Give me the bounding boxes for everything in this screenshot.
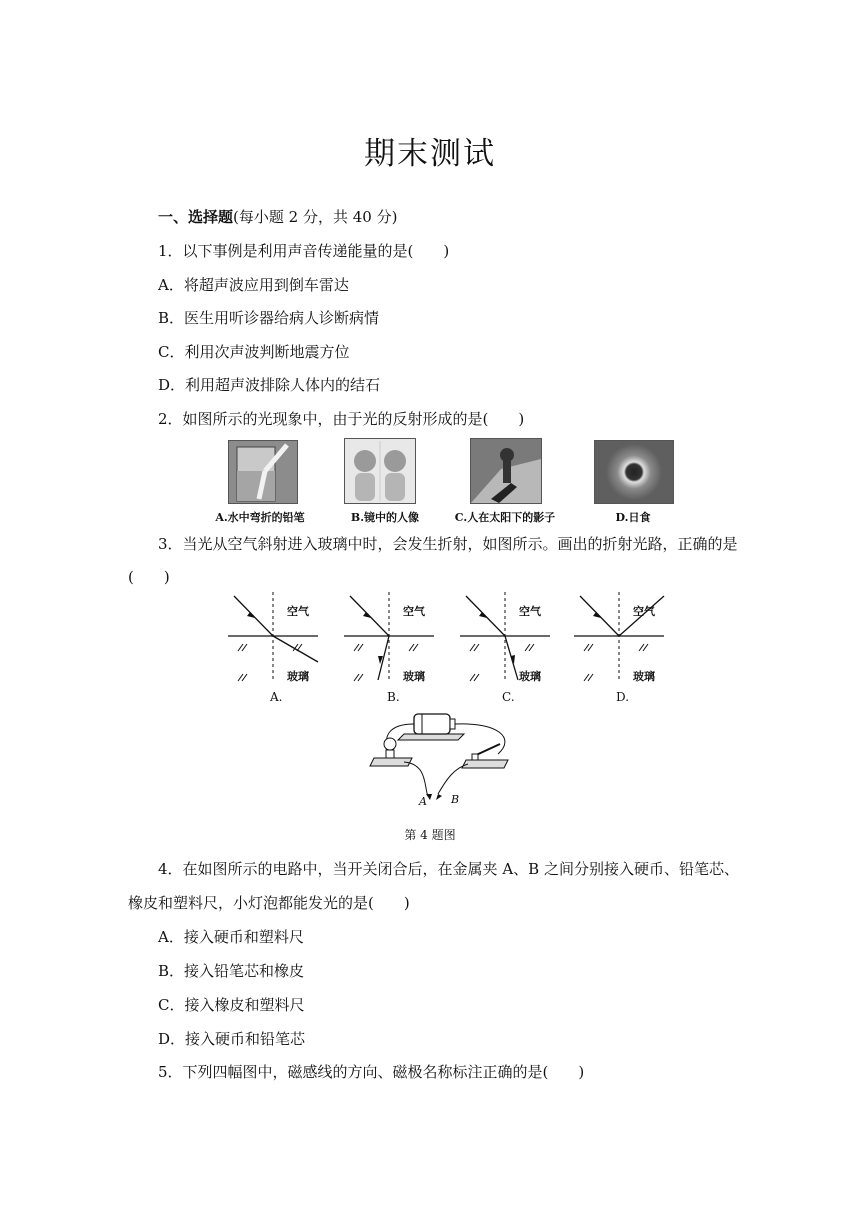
q5-stem: 5．下列四幅图中，磁感线的方向、磁极名称标注正确的是( ) [158,1063,585,1081]
q2-caption-d: D.日食 [615,511,651,524]
circuit-figure [368,708,520,808]
diagram-d-air-label: 空气 [633,605,655,618]
q4-option-a: A．接入硬币和塑料尺 [158,928,304,946]
section-heading [158,206,397,227]
diagram-b-air-label: 空气 [403,605,425,618]
photo-mirror-image [344,438,416,504]
diagram-b-glass-label: 玻璃 [403,670,425,683]
clip-a-label: A [419,795,427,808]
q3-stem-line1: 3．当光从空气斜射进入玻璃中时，会发生折射，如图所示。画出的折射光路，正确的是 [158,535,738,553]
diagram-a-air-label: 空气 [287,605,309,618]
diagram-c-air-label: 空气 [519,605,541,618]
q4-stem-line1: 4．在如图所示的电路中，当开关闭合后，在金属夹 A、B 之间分别接入硬币、铅笔芯、 [158,860,739,878]
diagram-b-label: B. [387,690,400,704]
q1-option-b: B．医生用听诊器给病人诊断病情 [158,309,380,327]
diagram-a-glass-label: 玻璃 [287,670,309,683]
q1-option-d: D．利用超声波排除人体内的结石 [158,376,381,394]
clip-b-label: B [451,793,460,806]
diagram-c-glass-label: 玻璃 [519,670,541,683]
q1-stem: 1．以下事例是利用声音传递能量的是( ) [158,242,450,260]
diagram-a-label: A. [270,690,283,704]
q2-caption-a: A.水中弯折的铅笔 [215,511,305,524]
section-heading-label: 一、选择题 [158,208,234,226]
q4-stem-line2: 橡皮和塑料尺，小灯泡都能发光的是( ) [128,894,410,912]
q2-caption-b: B.镜中的人像 [350,511,420,524]
page-title: 期末测试 [364,136,496,172]
q2-stem: 2．如图所示的光现象中，由于光的反射形成的是( ) [158,410,525,428]
q1-option-c: C．利用次声波判断地震方位 [158,343,350,361]
photo-solar-eclipse [594,440,674,504]
diagram-d-glass-label: 玻璃 [633,670,655,683]
q3-stem-line2: ( ) [128,568,170,586]
q4-option-c: C．接入橡皮和塑料尺 [158,996,305,1014]
q4-option-d: D．接入硬币和铅笔芯 [158,1030,306,1048]
q4-option-b: B．接入铅笔芯和橡皮 [158,962,305,980]
photo-bent-pencil [228,440,298,504]
section-heading-note: (每小题 2 分，共 40 分) [233,208,398,226]
diagram-d-label: D. [616,690,630,704]
q1-option-a: A．将超声波应用到倒车雷达 [158,276,349,294]
diagram-c-label: C. [502,690,515,704]
q2-caption-c: C.人在太阳下的影子 [454,511,556,524]
photo-shadow [470,438,542,504]
q4-figure-caption: 第 4 题图 [404,828,456,842]
